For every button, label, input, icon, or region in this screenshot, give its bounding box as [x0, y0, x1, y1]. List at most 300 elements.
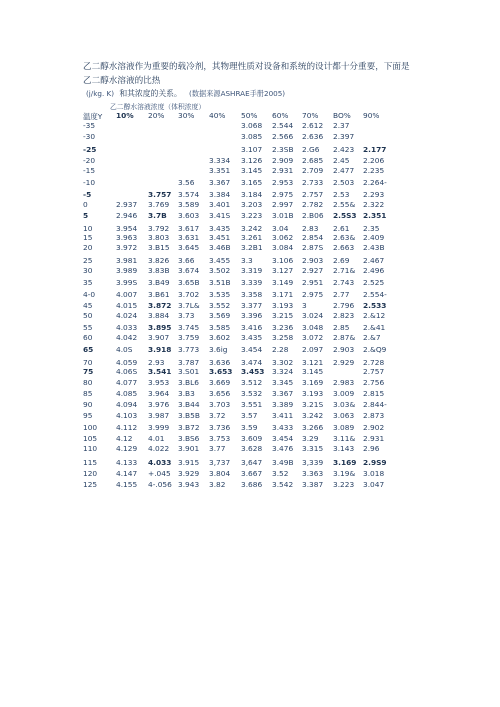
- specific-heat-cell: 3.242: [302, 411, 324, 420]
- concentration-header: 70%: [302, 111, 319, 120]
- temperature-cell: 80: [83, 378, 93, 387]
- specific-heat-cell: 2.757: [363, 367, 385, 376]
- specific-heat-cell: 3.266: [302, 423, 324, 432]
- specific-heat-cell: 3.541: [148, 367, 172, 376]
- specific-heat-cell: 3.826: [148, 256, 170, 265]
- specific-heat-cell: 2.975: [302, 290, 324, 299]
- temperature-cell: -30: [83, 132, 96, 141]
- concentration-header: BO%: [333, 111, 351, 120]
- table-row: [0, 121, 500, 131]
- specific-heat-cell: 3.653: [209, 367, 233, 376]
- temperature-cell: 45: [83, 301, 93, 310]
- specific-heat-cell: 3.145: [241, 166, 263, 175]
- specific-heat-cell: 3,737: [209, 458, 231, 467]
- specific-heat-cell: 3.987: [148, 411, 170, 420]
- specific-heat-cell: 3: [302, 301, 307, 310]
- unit-line: [86, 88, 285, 99]
- specific-heat-cell: 2.G6: [302, 145, 320, 154]
- specific-heat-cell: 3.454: [241, 345, 263, 354]
- temperature-cell: 95: [83, 411, 93, 420]
- specific-heat-cell: 3.121: [302, 358, 324, 367]
- specific-heat-cell: 3.628: [241, 444, 263, 453]
- specific-heat-cell: 2.951: [302, 278, 324, 287]
- specific-heat-cell: 3.535: [209, 290, 231, 299]
- specific-heat-cell: 2.28: [272, 345, 289, 354]
- specific-heat-cell: 2.554-: [363, 290, 387, 299]
- specific-heat-cell: 3.171: [272, 290, 294, 299]
- table-row: [0, 333, 500, 343]
- specific-heat-cell: 2.782: [302, 200, 324, 209]
- specific-heat-cell: 2.206: [363, 156, 385, 165]
- specific-heat-cell: 2.612: [302, 121, 324, 130]
- specific-heat-cell: 3.455: [209, 256, 231, 265]
- specific-heat-cell: 2.946: [116, 211, 138, 220]
- temperature-cell: 110: [83, 444, 98, 453]
- specific-heat-cell: 3.B3: [178, 389, 195, 398]
- temperature-cell: -35: [83, 121, 96, 130]
- specific-heat-cell: 2.903: [302, 256, 324, 265]
- specific-heat-cell: 3.41S: [209, 211, 231, 220]
- specific-heat-cell: 3.315: [302, 444, 324, 453]
- specific-heat-cell: 2.873: [363, 411, 385, 420]
- concentration-header: 90%: [363, 111, 380, 120]
- specific-heat-cell: 3.03&: [333, 400, 356, 409]
- specific-heat-cell: 2.097: [302, 345, 324, 354]
- source-note: (数据来源ASHRAE手册2005): [189, 89, 286, 98]
- specific-heat-cell: 3.502: [209, 266, 231, 275]
- specific-heat-cell: 3.603: [178, 211, 200, 220]
- specific-heat-cell: 3.193: [272, 301, 294, 310]
- specific-heat-cell: 3.126: [241, 156, 263, 165]
- table-row: [0, 423, 500, 433]
- specific-heat-cell: 2.823: [333, 311, 355, 320]
- specific-heat-cell: 2.96: [363, 444, 380, 453]
- temperature-cell: 70: [83, 358, 93, 367]
- specific-heat-cell: 3.169: [302, 378, 324, 387]
- specific-heat-cell: 2.931: [363, 434, 385, 443]
- specific-heat-cell: 3.474: [241, 358, 263, 367]
- specific-heat-cell: 2.85: [333, 323, 350, 332]
- temperature-cell: -20: [83, 156, 96, 165]
- specific-heat-cell: 3.106: [272, 256, 294, 265]
- specific-heat-cell: 4.133: [116, 458, 138, 467]
- concentration-header: 40%: [209, 111, 226, 120]
- specific-heat-cell: 3.901: [178, 444, 200, 453]
- specific-heat-cell: 3.736: [209, 423, 231, 432]
- temperature-cell: 100: [83, 423, 98, 432]
- temperature-cell: 15: [83, 233, 93, 242]
- specific-heat-cell: 4-.056: [148, 480, 172, 489]
- specific-heat-cell: 3.542: [272, 480, 294, 489]
- specific-heat-cell: 3.01B: [272, 211, 294, 220]
- specific-heat-cell: 3.B49: [148, 278, 170, 287]
- table-row: [0, 480, 500, 490]
- table-row: [0, 233, 500, 243]
- specific-heat-cell: 2.37: [333, 121, 350, 130]
- specific-heat-cell: 3.884: [148, 311, 170, 320]
- specific-heat-cell: 2.5S3: [333, 211, 357, 220]
- specific-heat-cell: 2.756: [363, 378, 385, 387]
- specific-heat-cell: 3.324: [272, 367, 294, 376]
- specific-heat-cell: 3.872: [148, 301, 172, 310]
- specific-heat-cell: 2.9S9: [363, 458, 387, 467]
- table-row: [0, 290, 500, 300]
- specific-heat-cell: 3.334: [209, 156, 231, 165]
- specific-heat-cell: 3.943: [178, 480, 200, 489]
- specific-heat-cell: 3.068: [241, 121, 263, 130]
- unit-note: (j/kg. K): [86, 89, 115, 98]
- specific-heat-cell: 3.242: [241, 224, 263, 233]
- specific-heat-cell: 3.416: [241, 323, 263, 332]
- intro-line-1: 乙二醇水溶液作为重要的载冷剂，其物理性质对设备和系统的设计都十分重要，下面是: [83, 62, 410, 72]
- table-row: [0, 389, 500, 399]
- concentration-header: 60%: [272, 111, 289, 120]
- specific-heat-cell: 4.112: [116, 423, 138, 432]
- specific-heat-cell: 4.147: [116, 469, 138, 478]
- specific-heat-cell: 3.062: [272, 233, 294, 242]
- specific-heat-cell: 3.389: [272, 400, 294, 409]
- specific-heat-cell: +.045: [148, 469, 171, 478]
- specific-heat-cell: 3.084: [272, 243, 294, 252]
- specific-heat-cell: 2.533: [363, 301, 387, 310]
- specific-heat-cell: 3.454: [272, 434, 294, 443]
- specific-heat-cell: 3.66: [178, 256, 195, 265]
- specific-heat-cell: 2.87&: [333, 333, 356, 342]
- specific-heat-cell: 3.757: [148, 190, 172, 199]
- specific-heat-cell: 2.902: [363, 423, 385, 432]
- specific-heat-cell: 2.929: [333, 358, 355, 367]
- temperature-cell: 120: [83, 469, 98, 478]
- specific-heat-cell: 3.223: [333, 480, 355, 489]
- specific-heat-cell: 3.617: [178, 224, 200, 233]
- table-row: [0, 378, 500, 388]
- specific-heat-cell: 3.127: [272, 266, 294, 275]
- specific-heat-cell: 2.927: [302, 266, 324, 275]
- specific-heat-cell: 3.6ig: [209, 345, 228, 354]
- specific-heat-cell: 2.975: [272, 190, 294, 199]
- specific-heat-cell: 4.042: [116, 333, 138, 342]
- specific-heat-cell: 3.65B: [178, 278, 200, 287]
- specific-heat-cell: 4.103: [116, 411, 138, 420]
- specific-heat-cell: 3.072: [302, 333, 324, 342]
- specific-heat-cell: 3.51B: [209, 278, 231, 287]
- specific-heat-cell: 3.82: [209, 480, 226, 489]
- specific-heat-cell: 3.2B1: [241, 243, 263, 252]
- specific-heat-cell: 2.743: [333, 278, 355, 287]
- temperature-cell: 65: [83, 345, 94, 354]
- specific-heat-cell: 3.918: [148, 345, 172, 354]
- specific-heat-cell: 3.551: [241, 400, 263, 409]
- specific-heat-cell: 3.3: [241, 256, 253, 265]
- temperature-cell: 125: [83, 480, 98, 489]
- specific-heat-cell: 2.&12: [363, 311, 386, 320]
- specific-heat-cell: 3.401: [209, 200, 231, 209]
- specific-heat-cell: 2.953: [272, 178, 294, 187]
- specific-heat-cell: 3.83B: [148, 266, 170, 275]
- temperature-cell: -25: [83, 145, 97, 154]
- specific-heat-cell: 2.83: [302, 224, 319, 233]
- temperature-cell: 20: [83, 243, 93, 252]
- specific-heat-cell: 3.339: [241, 278, 263, 287]
- specific-heat-cell: 2.409: [363, 233, 385, 242]
- table-row: [0, 458, 500, 468]
- specific-heat-cell: 3.99S: [116, 278, 138, 287]
- specific-heat-cell: 3.57: [241, 411, 258, 420]
- specific-heat-cell: 4.022: [148, 444, 170, 453]
- specific-heat-cell: 3.143: [333, 444, 355, 453]
- specific-heat-cell: 3.56: [178, 178, 195, 187]
- specific-heat-cell: 2.728: [363, 358, 385, 367]
- specific-heat-cell: 2.43B: [363, 243, 385, 252]
- specific-heat-cell: 3.972: [116, 243, 138, 252]
- specific-heat-cell: 3.11&: [333, 434, 356, 443]
- specific-heat-cell: 4.059: [116, 358, 138, 367]
- specific-heat-cell: 3.953: [148, 378, 170, 387]
- specific-heat-cell: 3.602: [209, 333, 231, 342]
- temperature-cell: 50: [83, 311, 93, 320]
- specific-heat-cell: 2.B06: [302, 211, 324, 220]
- specific-heat-cell: 2.685: [302, 156, 324, 165]
- specific-heat-cell: 2.503: [333, 178, 355, 187]
- specific-heat-cell: 3.667: [241, 469, 263, 478]
- specific-heat-cell: 3.46B: [209, 243, 231, 252]
- specific-heat-cell: 3.169: [333, 458, 357, 467]
- specific-heat-cell: 3.532: [241, 389, 263, 398]
- table-row: [0, 278, 500, 288]
- specific-heat-cell: 3.351: [209, 166, 231, 175]
- specific-heat-cell: 3.B15: [148, 243, 170, 252]
- specific-heat-cell: 4.033: [148, 458, 172, 467]
- specific-heat-cell: 3.145: [302, 367, 324, 376]
- table-row: [0, 211, 500, 221]
- concentration-header: 20%: [148, 111, 165, 120]
- specific-heat-cell: 3.77: [209, 444, 226, 453]
- specific-heat-cell: 3.804: [209, 469, 231, 478]
- specific-heat-cell: 3.609: [241, 434, 263, 443]
- specific-heat-cell: 4.094: [116, 400, 138, 409]
- specific-heat-cell: 4.015: [116, 301, 138, 310]
- specific-heat-cell: 3.964: [148, 389, 170, 398]
- specific-heat-cell: 3.895: [148, 323, 172, 332]
- specific-heat-cell: 3.769: [148, 200, 170, 209]
- temperature-cell: 10: [83, 224, 93, 233]
- specific-heat-cell: 3.645: [178, 243, 200, 252]
- table-row: [0, 323, 500, 333]
- specific-heat-cell: 3.703: [209, 400, 231, 409]
- specific-heat-cell: 3.047: [363, 480, 385, 489]
- specific-heat-cell: 3.B44: [178, 400, 200, 409]
- specific-heat-cell: 2.235: [363, 166, 385, 175]
- specific-heat-cell: 3.236: [272, 323, 294, 332]
- temperature-cell: 25: [83, 256, 93, 265]
- specific-heat-cell: 3.387: [302, 480, 324, 489]
- table-row: [0, 444, 500, 454]
- specific-heat-cell: 3.999: [148, 423, 170, 432]
- specific-heat-cell: 2.423: [333, 145, 355, 154]
- specific-heat-cell: 2.854: [302, 233, 324, 242]
- temperature-cell: 30: [83, 266, 93, 275]
- specific-heat-cell: 3.258: [272, 333, 294, 342]
- specific-heat-cell: 3.59: [241, 423, 258, 432]
- specific-heat-cell: 3.787: [178, 358, 200, 367]
- specific-heat-cell: 3.773: [178, 345, 200, 354]
- temperature-cell: 85: [83, 389, 93, 398]
- specific-heat-cell: 3.063: [333, 411, 355, 420]
- specific-heat-cell: 2.636: [302, 132, 324, 141]
- specific-heat-cell: 2.45: [333, 156, 350, 165]
- specific-heat-cell: 4.06S: [116, 367, 138, 376]
- specific-heat-cell: 3.72: [209, 411, 226, 420]
- specific-heat-cell: 4.155: [116, 480, 138, 489]
- specific-heat-cell: 3.803: [148, 233, 170, 242]
- table-row: [0, 345, 500, 355]
- specific-heat-cell: 3.73: [178, 311, 195, 320]
- specific-heat-cell: 2.909: [272, 156, 294, 165]
- specific-heat-cell: 3.929: [178, 469, 200, 478]
- specific-heat-cell: 3.149: [272, 278, 294, 287]
- specific-heat-cell: 2.3SB: [272, 145, 294, 154]
- temperature-cell: -15: [83, 166, 96, 175]
- specific-heat-cell: 4.01: [148, 434, 165, 443]
- table-row: [0, 156, 500, 166]
- table-row: [0, 243, 500, 253]
- table-row: [0, 301, 500, 311]
- specific-heat-cell: 3.165: [241, 178, 263, 187]
- specific-heat-cell: 3.215: [272, 311, 294, 320]
- specific-heat-cell: 2.293: [363, 190, 385, 199]
- specific-heat-cell: 3.52: [272, 469, 289, 478]
- temperature-cell: 115: [83, 458, 98, 467]
- specific-heat-cell: 2.815: [363, 389, 385, 398]
- temperature-cell: -10: [83, 178, 96, 187]
- specific-heat-cell: 2.709: [302, 166, 324, 175]
- temperature-cell: 4-0: [83, 290, 96, 299]
- specific-heat-cell: 2.63&: [333, 233, 356, 242]
- specific-heat-cell: 3.29: [302, 434, 319, 443]
- specific-heat-cell: 3.476: [272, 444, 294, 453]
- temperature-cell: 75: [83, 367, 94, 376]
- table-row: [0, 434, 500, 444]
- specific-heat-cell: 3.024: [302, 311, 324, 320]
- specific-heat-cell: 3.193: [302, 389, 324, 398]
- specific-heat-cell: 3.589: [178, 200, 200, 209]
- specific-heat-cell: 2.&41: [363, 323, 386, 332]
- specific-heat-cell: 2.35: [363, 224, 380, 233]
- specific-heat-cell: 3.981: [116, 256, 138, 265]
- specific-heat-cell: 3.302: [272, 358, 294, 367]
- specific-heat-cell: 2.397: [333, 132, 355, 141]
- specific-heat-cell: 3.989: [116, 266, 138, 275]
- table-row: [0, 200, 500, 210]
- specific-heat-cell: 2.903: [333, 345, 355, 354]
- table-subheading: 乙二醇水溶液浓度（体积浓度）: [110, 103, 206, 111]
- specific-heat-cell: 2.467: [363, 256, 385, 265]
- specific-heat-cell: 3.433: [272, 423, 294, 432]
- specific-heat-cell: 2.53: [333, 190, 350, 199]
- table-row: [0, 166, 500, 176]
- temperature-cell: 90: [83, 400, 93, 409]
- specific-heat-cell: 3.976: [148, 400, 170, 409]
- specific-heat-cell: 3.963: [116, 233, 138, 242]
- specific-heat-cell: 3.745: [178, 323, 200, 332]
- specific-heat-cell: 4.0S: [116, 345, 133, 354]
- specific-heat-cell: 4.007: [116, 290, 138, 299]
- temperature-cell: 105: [83, 434, 98, 443]
- specific-heat-cell: 2.844-: [363, 400, 387, 409]
- specific-heat-cell: 4.085: [116, 389, 138, 398]
- specific-heat-cell: 2.&7: [363, 333, 381, 342]
- specific-heat-cell: 3.018: [363, 469, 385, 478]
- specific-heat-cell: 3.636: [209, 358, 231, 367]
- specific-heat-cell: 2.264-: [363, 178, 387, 187]
- specific-heat-cell: 3.702: [178, 290, 200, 299]
- specific-heat-cell: 3.363: [302, 469, 324, 478]
- table-row: [0, 469, 500, 479]
- temperature-cell: 35: [83, 278, 93, 287]
- specific-heat-cell: 3.569: [209, 311, 231, 320]
- specific-heat-cell: 3.411: [272, 411, 294, 420]
- specific-heat-cell: 2.71&: [333, 266, 356, 275]
- specific-heat-cell: 3.BS6: [178, 434, 200, 443]
- temperature-cell: 60: [83, 333, 93, 342]
- specific-heat-cell: 3.585: [209, 323, 231, 332]
- specific-heat-cell: 3.631: [178, 233, 200, 242]
- specific-heat-cell: 2.177: [363, 145, 387, 154]
- specific-heat-cell: 3.792: [148, 224, 170, 233]
- specific-heat-cell: 3.49B: [272, 458, 294, 467]
- specific-heat-cell: 3.907: [148, 333, 170, 342]
- specific-heat-cell: 3.669: [209, 378, 231, 387]
- specific-heat-cell: 3.367: [209, 178, 231, 187]
- specific-heat-cell: 3.435: [209, 224, 231, 233]
- table-row: [0, 367, 500, 377]
- specific-heat-cell: 4.024: [116, 311, 138, 320]
- specific-heat-cell: 3,647: [241, 458, 263, 467]
- temperature-header: 温度Y: [83, 112, 103, 121]
- specific-heat-cell: 2.997: [272, 200, 294, 209]
- specific-heat-cell: 3.453: [241, 367, 265, 376]
- temperature-cell: 55: [83, 323, 93, 332]
- table-row: [0, 178, 500, 188]
- specific-heat-cell: 3.21S: [302, 400, 324, 409]
- specific-heat-cell: 3.261: [241, 233, 263, 242]
- specific-heat-cell: 3.BL6: [178, 378, 199, 387]
- specific-heat-cell: 3.7B: [148, 211, 167, 220]
- table-row: [0, 411, 500, 421]
- specific-heat-cell: 2.496: [363, 266, 385, 275]
- specific-heat-cell: 2.525: [363, 278, 385, 287]
- specific-heat-cell: 3.184: [241, 190, 263, 199]
- specific-heat-cell: 3.396: [241, 311, 263, 320]
- specific-heat-cell: 3.656: [209, 389, 231, 398]
- specific-heat-cell: 4.129: [116, 444, 138, 453]
- specific-heat-cell: 3.048: [302, 323, 324, 332]
- specific-heat-cell: 3.753: [209, 434, 231, 443]
- specific-heat-cell: 2.61: [333, 224, 350, 233]
- specific-heat-cell: 3.451: [209, 233, 231, 242]
- table-row: [0, 400, 500, 410]
- specific-heat-cell: 3.19&: [333, 469, 356, 478]
- table-row: [0, 266, 500, 276]
- concentration-header: 50%: [241, 111, 258, 120]
- specific-heat-cell: 4.077: [116, 378, 138, 387]
- specific-heat-cell: 3.04: [272, 224, 289, 233]
- specific-heat-cell: 3,339: [302, 458, 324, 467]
- specific-heat-cell: 3.384: [209, 190, 231, 199]
- specific-heat-cell: 2.983: [333, 378, 355, 387]
- specific-heat-cell: 3.107: [241, 145, 263, 154]
- specific-heat-cell: 2.77: [333, 290, 350, 299]
